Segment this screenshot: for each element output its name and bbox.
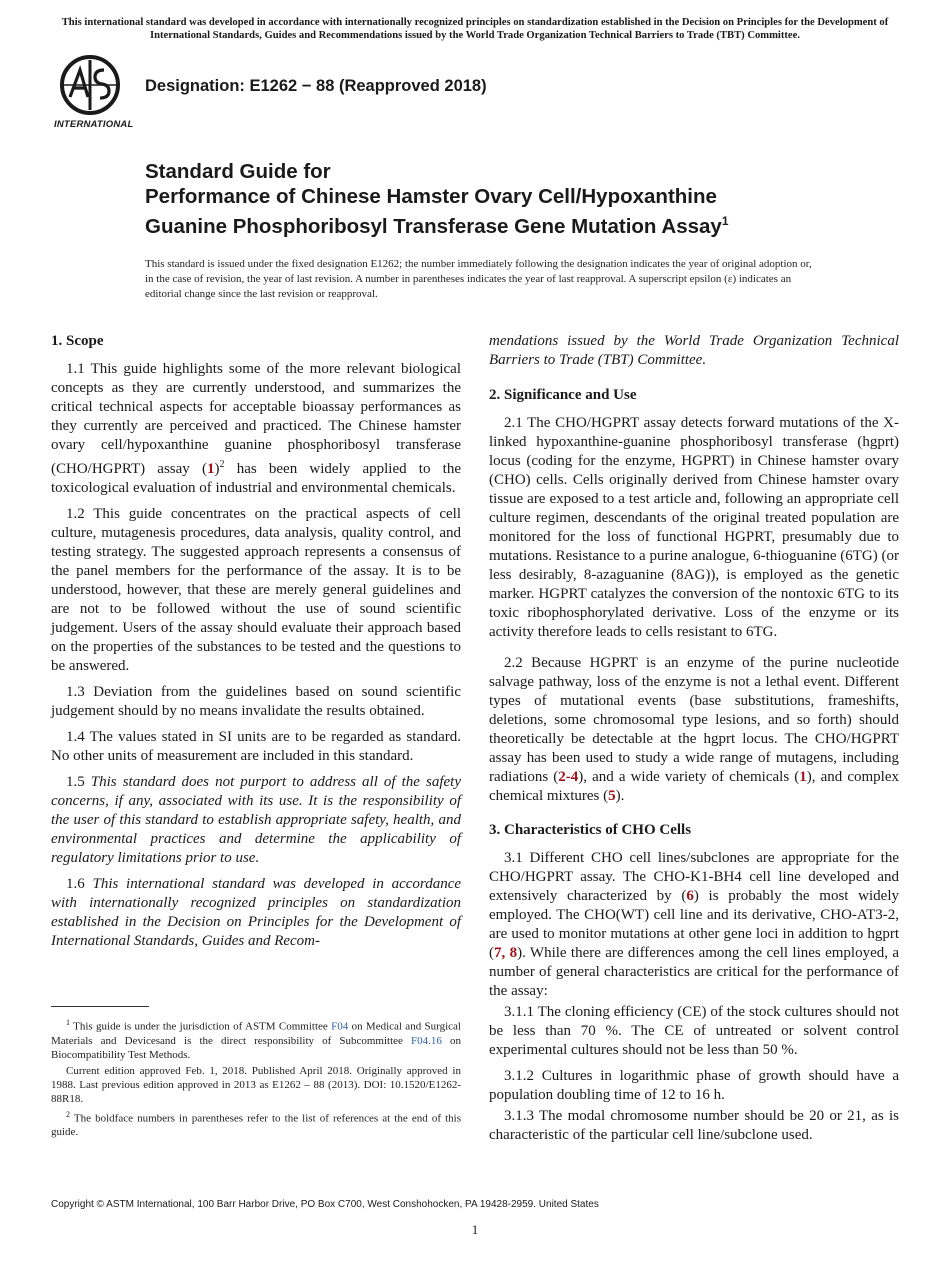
reference-link[interactable]: 1: [207, 461, 215, 477]
paragraph-1-2: 1.2 This guide concentrates on the practical aspects of cell culture, mutagenesis procedures, data analysis, quality control, and testing strategy. The suggested approach represents a consensus of the panel members for the performance of the assay. It is to be understood, however, that these are merely general guidelines and are not to be followed without the use of sound scientific judgement. Users of the assay should evaluate their approach based on the properties of the substances to be tested and the questions to be answered.: [51, 506, 461, 674]
subcommittee-link[interactable]: F04.16: [411, 1034, 442, 1047]
footnotes: [51, 1016, 461, 1141]
right-column: [489, 332, 899, 1152]
title-footnote-mark[interactable]: 1: [721, 214, 729, 228]
footnote-2: $^2$ The boldface numbers in parentheses refer to the list of references at the end of this guide.: [51, 1109, 461, 1139]
paragraph-3-1-3: 3.1.3 The modal chromosome number should be 20 or 21, as is characteristic of the particular cell line/subclone used.: [489, 1108, 899, 1143]
reference-link[interactable]: 6: [686, 888, 694, 904]
designation: Designation: E1262 − 88 (Reapproved 2018): [145, 77, 487, 95]
reference-link[interactable]: 5: [608, 788, 616, 804]
paragraph-1-5: 1.5 This standard does not purport to address all of the safety concerns, if any, associated with its use. It is the responsibility of the user of this standard to establish appropriate safety, health, and environmental practices and determine the applicability of regulatory limitations prior to use.: [51, 774, 461, 866]
paragraph-1-1: 1.1 This guide highlights some of the more relevant biological concepts as they are currently understood, and summarizes the critical technical aspects for acceptable bioassay performances as they currently are perceived and practiced. The Chinese hamster ovary cell/hypoxanthine guanine phosphoribosyl transferase (CHO/HGPRT) assay $(1)^2$ has been widely applied to the toxicological evaluation of industrial and environmental chemicals.: [51, 361, 461, 496]
title-line-1: Standard Guide for: [145, 160, 331, 183]
section-heading-significance: 2. Significance and Use: [489, 387, 637, 403]
paragraph-3-1: 3.1 Different CHO cell lines/subclones are appropriate for the CHO/HGPRT assay. The CHO-K1-BH4 cell line developed and extensively characterized by (6) is probably the most widely employed. The CHO(WT) cell line and its derivative, CHO-AT3-2, are used to monitor mutations at other gene loci in addition to hgprt (7, 8). While there are differences among the cell lines employed, a number of general characteristics are critical for the performance of the assay:: [489, 850, 900, 999]
footnote-mark[interactable]: 2: [219, 459, 225, 470]
document-title: [145, 160, 865, 239]
paragraph-1-4: 1.4 The values stated in SI units are to be regarded as standard. No other units of measurement are included in this standard.: [51, 729, 461, 764]
paragraph-1-6-continued: mendations issued by the World Trade Organization Technical Barriers to Trade (TBT) Committee.: [489, 333, 899, 368]
reference-link[interactable]: 7, 8: [494, 945, 518, 961]
footnote-1: $^1$ This guide is under the jurisdiction of ASTM Committee F04 on Medical and Surgical Materials and Devicesand is the direct responsibility of Subcommittee F04.16 on Biocompatibility Test Methods.: [51, 1018, 462, 1061]
astm-logo: [50, 52, 136, 134]
paragraph-1-6: 1.6 This international standard was developed in accordance with internationally recognized principles on standardization established in the Decision on Principles for the Development of International Standards, Guides and Recom-: [51, 876, 462, 949]
section-heading-characteristics: 3. Characteristics of CHO Cells: [489, 822, 692, 838]
copyright-notice: Copyright © ASTM International, 100 Barr Harbor Drive, PO Box C700, West Conshohocken, PA 19428-2959. United States: [51, 1199, 599, 1210]
paragraph-1-3: 1.3 Deviation from the guidelines based on sound scientific judgement should by no means invalidate the results obtained.: [51, 684, 461, 719]
section-heading-scope: 1. Scope: [51, 333, 104, 349]
reference-link[interactable]: 1: [799, 769, 807, 785]
footnote-edition: Current edition approved Feb. 1, 2018. Published April 2018. Originally approved in 1988. Last previous edition approved in 2013 as E1262 – 88 (2013). DOI: 10.1520/E1262-88R18.: [51, 1064, 461, 1105]
committee-link[interactable]: F04: [331, 1020, 349, 1033]
paragraph-2-1: 2.1 The CHO/HGPRT assay detects forward mutations of the X-linked hypoxanthine-guanine phosphoribosyl transferase (hgprt) locus (coding for the enzyme, HGPRT) in Chinese hamster ovary (CHO) cells. Cells originally derived from Chinese hamster ovary tissue are exposed to a test article and, following an appropriate cell culture regimen, descendants of the original treated population are monitored for the loss of functional HGPRT, presumably due to mutations. Resistance to a purine analogue, 6-thioguanine (6TG) (or less desirably, 8-azaguanine (8AG)), is employed as the genetic marker. HGPRT catalyzes the conversion of the nontoxic 6TG to its toxic ribophosphorylated derivative. Loss of the enzyme or its activity therefore leads to cells resistant to 6TG.: [489, 415, 899, 640]
title-line-3: Guanine Phosphoribosyl Transferase Gene Mutation Assay$^1$: [145, 214, 729, 238]
page-number: 1: [471, 1222, 479, 1237]
top-notice: This international standard was developed in accordance with internationally recognized principles on standardization established in the Decision on Principles for the Development of International Standards, Guides and Recommendations issued by the World Trade Organization Technical Barriers to Trade (TBT) Committee.: [61, 17, 889, 41]
footnote-divider: [51, 1006, 149, 1007]
paragraph-3-1-2: 3.1.2 Cultures in logarithmic phase of growth should have a population doubling time of 12 to 16 h.: [489, 1068, 899, 1103]
paragraph-2-2: 2.2 Because HGPRT is an enzyme of the purine nucleotide salvage pathway, loss of the enzyme is not a lethal event. Different types of mutational events (base substitutions, frameshifts, deletions, some chromosomal type lesions, and so forth) should theoretically be detectable at the hgprt locus. The CHO/HGPRT assay has been used to study a wide range of mutagens, including radiations (2-4), and a wide variety of chemicals (1), and complex chemical mixtures (5).: [489, 655, 899, 804]
left-column: [51, 332, 461, 958]
logo-label: INTERNATIONAL: [54, 119, 134, 130]
paragraph-3-1-1: 3.1.1 The cloning efficiency (CE) of the stock cultures should not be less than 70 %. The CE of untreated or solvent control experimental cultures should not be less than 50 %.: [489, 1004, 899, 1058]
issuance-note: This standard is issued under the fixed designation E1262; the number immediately following the designation indicates the year of original adoption or, in the case of revision, the year of last revision. A number in parentheses indicates the year of last reapproval. A superscript epsilon (ε) indicates an editorial change since the last revision or reapproval.: [145, 258, 812, 300]
title-line-2: Performance of Chinese Hamster Ovary Cell/Hypoxanthine: [145, 184, 717, 208]
reference-link[interactable]: 2-4: [558, 769, 579, 785]
